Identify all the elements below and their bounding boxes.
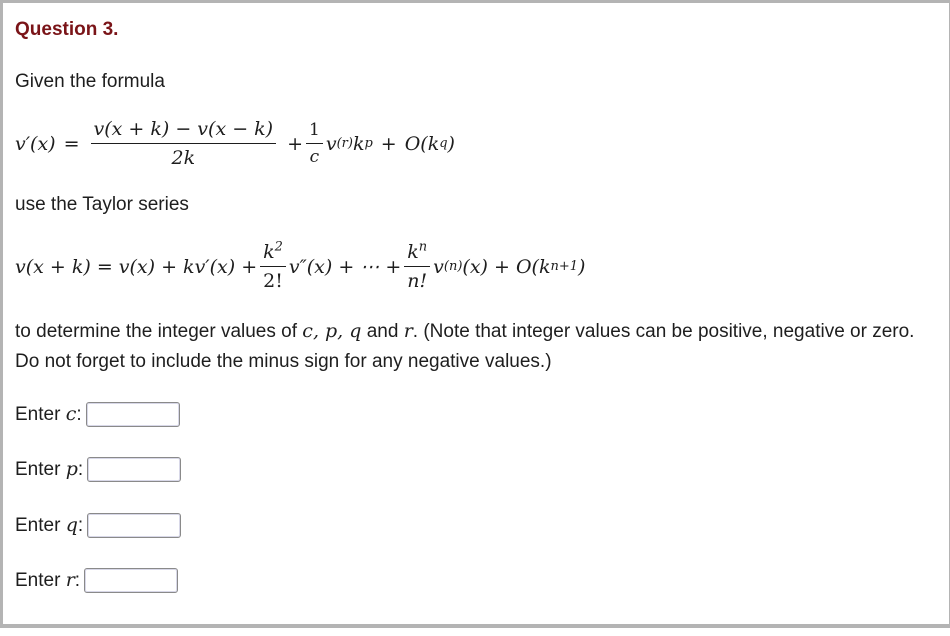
formula1-plus2: +: [380, 132, 397, 155]
intro-text: Given the formula: [15, 71, 165, 92]
formula2-f2-num: $k^n$: [404, 241, 430, 267]
answer-row-c: [15, 402, 180, 427]
formula1-coefficient: [306, 120, 323, 167]
instruction-vars: c, p, q: [302, 320, 362, 342]
page-bottom: [0, 628, 950, 636]
formula1-term-base: v: [325, 132, 337, 155]
formula1-fraction: [91, 118, 277, 169]
formula-taylor-series: v(x + k) = v(x) + kv′(x) + $\frac{k^2}{2!}$ v″(x) + ⋯ + $\frac{k^n}{n!}$ v (n) (x) + O(k n+1 ): [15, 239, 586, 292]
answer-row-r: [15, 568, 178, 593]
formula2-f2-den: n!: [407, 270, 428, 292]
instruction-var-r: r: [403, 320, 413, 342]
formula1-coef-num: 1: [306, 120, 323, 144]
formula2-tail-close: ): [578, 255, 586, 278]
question-title: Question 3.: [15, 19, 119, 40]
formula2-tail-base: v: [433, 255, 444, 278]
instruction-line-1: to determine the integer values of c, p, q and r. (Note that integer values can be positive, negative or zero.: [15, 320, 915, 342]
formula1-denominator: 2k: [171, 147, 196, 169]
answer-row-p: [15, 457, 181, 482]
formula2-mid: v″(x) + ⋯ +: [288, 255, 402, 278]
answer-input-p[interactable]: [87, 457, 181, 482]
answer-label-p: Enter p:: [15, 458, 84, 480]
formula1-bigo-close: ): [447, 132, 455, 155]
formula2-lhs: v(x + k) = v(x) + kv′(x) +: [15, 255, 258, 278]
formula1-equals: =: [63, 132, 80, 155]
formula1-coef-den: c: [309, 147, 320, 167]
formula1-plus: +: [287, 132, 304, 155]
answer-input-r[interactable]: [84, 568, 178, 593]
answer-input-q[interactable]: [87, 513, 181, 538]
answer-label-q: Enter q:: [15, 514, 84, 536]
instruction-line-2: Do not forget to include the minus sign for any negative values.): [15, 351, 552, 372]
formula1-lhs: v′(x): [15, 132, 56, 155]
formula2-fraction2: [404, 241, 430, 292]
formula2-f1-num: $k^2$: [260, 241, 286, 267]
formula2-fraction1: [260, 241, 286, 292]
answer-label-r: Enter r:: [15, 569, 81, 591]
taylor-intro-text: use the Taylor series: [15, 194, 189, 215]
formula1-bigo-base: O(k: [404, 132, 440, 155]
formula1-numerator: v(x + k) − v(x − k): [91, 118, 277, 144]
formula2-tail-arg: (x) + O(k: [462, 255, 551, 278]
answer-input-c[interactable]: [86, 402, 180, 427]
formula-derivative: v′(x) = $\frac{v(x + k) - v(x - k)}{2k}$ + $\frac{1}{c}$ v (r) k p + O(k q ): [15, 118, 455, 169]
formula1-k-base: k: [352, 132, 365, 155]
answer-row-q: [15, 513, 181, 538]
answer-label-c: Enter c:: [15, 403, 82, 425]
formula2-f1-den: 2!: [263, 270, 283, 292]
